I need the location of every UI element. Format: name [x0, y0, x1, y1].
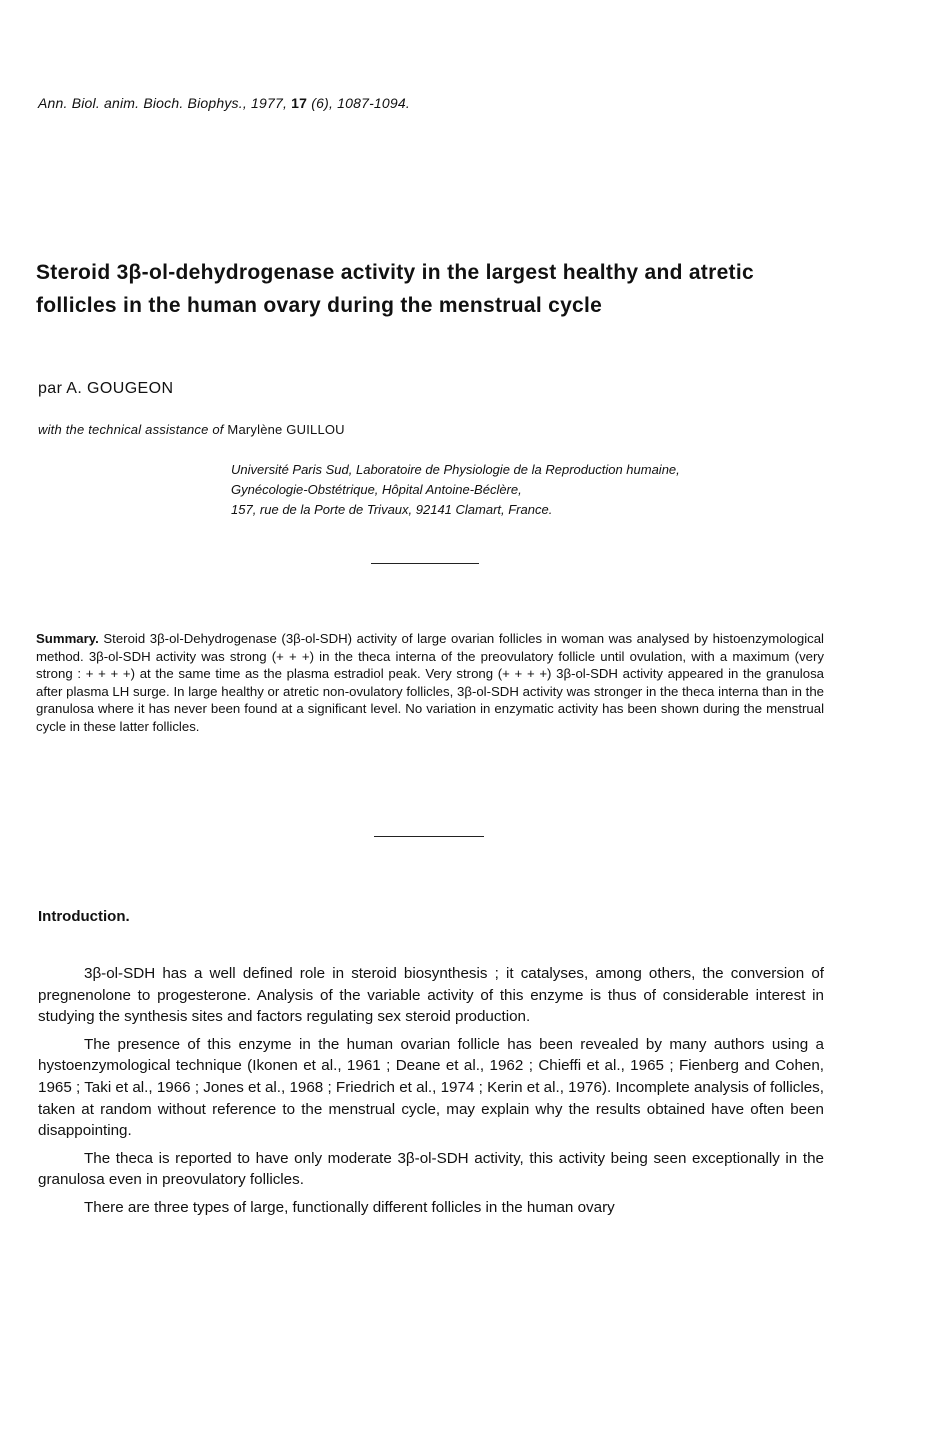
- technical-assistance: [38, 422, 345, 437]
- summary-paragraph: [36, 630, 824, 736]
- introduction-body: [38, 963, 824, 1219]
- separator-rule: [374, 836, 484, 837]
- journal-citation: [38, 95, 410, 111]
- citation-issue-pages: (6), 1087-1094.: [311, 95, 410, 111]
- article-title: Steroid 3β-ol-dehydrogenase activity in the largest healthy and atretic follicles in the human ovary during the menstrual cycle: [36, 261, 754, 317]
- citation-journal: Ann. Biol. anim. Bioch. Biophys., 1977,: [38, 95, 288, 111]
- body-paragraph: The presence of this enzyme in the human ovarian follicle has been revealed by many authors using a hystoenzymological technique (Ikonen et al., 1961 ; Deane et al., 1962 ; Chieffi et al., 1965 ; Fienberg and Cohen, 1965 ; Taki et al., 1966 ; Jones et al., 1968 ; Friedrich et al., 1974 ; Kerin et al., 1976). Incomplete analysis of follicles, taken at random without reference to the menstrual cycle, may explain why the results obtained have often been disappointing.: [38, 1035, 824, 1140]
- affiliation-line: Université Paris Sud, Laboratoire de Physiologie de la Reproduction humaine,: [231, 462, 680, 477]
- summary-text: Steroid 3β-ol-Dehydrogenase (3β-ol-SDH) activity of large ovarian follicles in woman was analysed by histoenzymological method. 3β-ol-SDH activity was strong (+ + +) in the theca interna of the preovulatory follicle until ovulation, with a maximum (very strong : + + + +) at the same time as the plasma estradiol peak. Very strong (+ + + +) 3β-ol-SDH activity appeared in the granulosa after plasma LH surge. In large healthy or atretic non-ovulatory follicles, 3β-ol-SDH activity was stronger in the theca interna than in the granulosa where it has never been found at a significant level. No variation in enzymatic activity has been shown during the menstrual cycle in these latter follicles.: [36, 631, 824, 734]
- body-paragraph: The theca is reported to have only moderate 3β-ol-SDH activity, this activity being seen exceptionally in the granulosa even in preovulatory follicles.: [38, 1149, 824, 1189]
- summary-heading: Summary.: [36, 631, 99, 646]
- citation-volume: 17: [291, 95, 308, 111]
- body-paragraph: 3β-ol-SDH has a well defined role in steroid biosynthesis ; it catalyses, among others, the conversion of pregnenolone to progesterone. Analysis of the variable activity of this enzyme is thus of considerable interest in studying the synthesis sites and factors regulating sex steroid production.: [38, 965, 824, 1026]
- separator-rule: [371, 563, 479, 564]
- body-paragraph: There are three types of large, functionally different follicles in the human ovary: [84, 1198, 615, 1216]
- assistance-name: Marylène GUILLOU: [227, 422, 345, 437]
- affiliation-line: Gynécologie-Obstétrique, Hôpital Antoine-Béclère,: [231, 482, 522, 497]
- affiliation-line: 157, rue de la Porte de Trivaux, 92141 Clamart, France.: [231, 502, 553, 517]
- introduction-heading: Introduction.: [38, 908, 130, 925]
- author-line: par A. GOUGEON: [38, 380, 174, 397]
- assistance-prefix: with the technical assistance of: [38, 422, 224, 437]
- affiliation-block: [231, 460, 680, 520]
